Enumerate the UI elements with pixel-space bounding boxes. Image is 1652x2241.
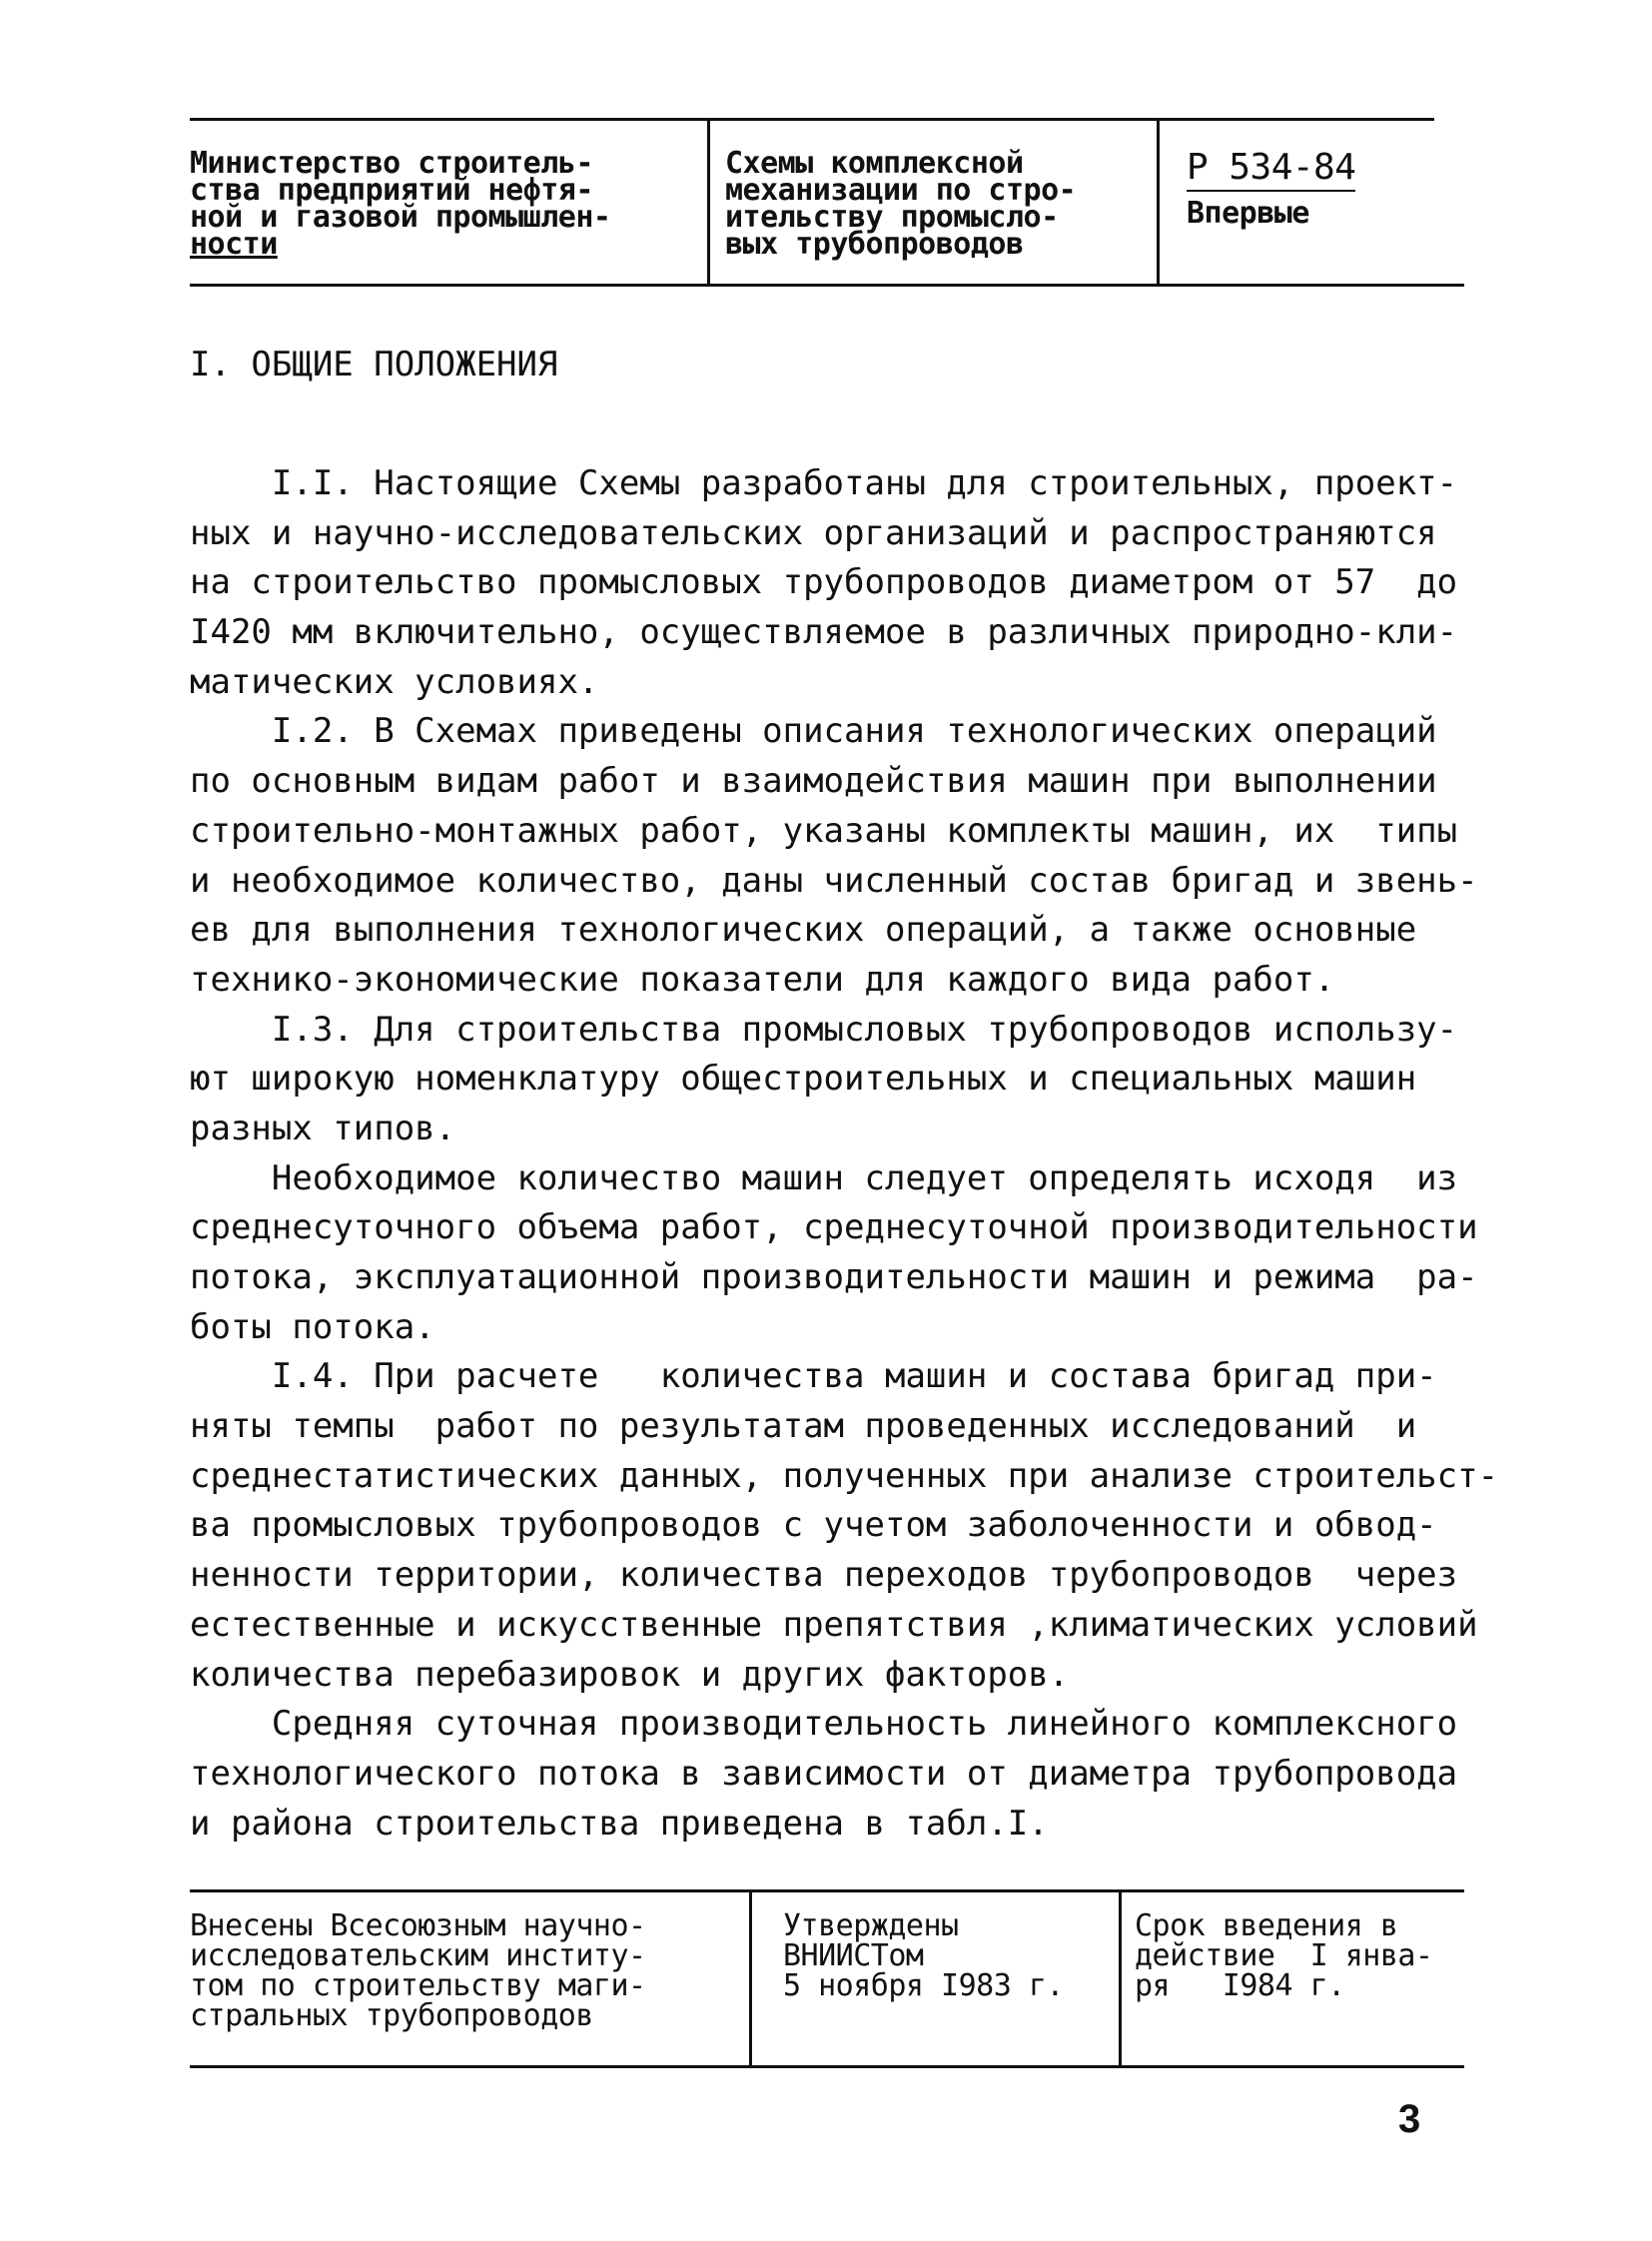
ministry-cell [190, 146, 699, 262]
body-line: по основным видам работ и взаимодействия машин при выполнении [190, 761, 1437, 802]
body-line: среднесуточного объема работ, среднесуточной производительности [190, 1207, 1478, 1248]
section-title: I. ОБЩИЕ ПОЛОЖЕНИЯ [190, 345, 558, 384]
body-line: I.2. В Схемах приведены описания технологических операций [190, 711, 1437, 752]
effective-line: Срок введения в [1135, 1908, 1398, 1943]
introduced-line: стральных трубопроводов [190, 1998, 593, 2033]
body-line: количества перебазировок и других факторов. [190, 1654, 1070, 1695]
ministry-line: ной и газовой промышлен- [190, 200, 611, 235]
header-top-rule [190, 118, 1434, 121]
effective-line: ря I984 г. [1135, 1968, 1345, 2003]
body-line: ев для выполнения технологических операций, а также основные [190, 910, 1417, 951]
footer-divider-1 [749, 1891, 752, 2065]
body-line: естественные и искусственные препятствия ,климатических условий [190, 1604, 1478, 1645]
body-line: Необходимое количество машин следует определять исходя из [190, 1157, 1458, 1198]
introduced-by-cell [190, 1908, 739, 2033]
document-code: Р 534-84 [1187, 148, 1355, 192]
body-line: на строительство промысловых трубопроводов диаметром от 57 до [190, 562, 1458, 603]
doc-title-line: Схемы комплексной [725, 146, 1024, 181]
body-line: ва промысловых трубопроводов с учетом заболоченности и обвод- [190, 1505, 1437, 1546]
body-line: I.4. При расчете количества машин и состава бригад при- [190, 1356, 1437, 1397]
body-line: ных и научно-исследовательских организаций и распространяются [190, 512, 1437, 553]
effective-line: действие I янва- [1135, 1938, 1433, 1973]
footer-bottom-rule [190, 2065, 1464, 2068]
page-number: 3 [1398, 2097, 1421, 2141]
body-line: I420 мм включительно, осуществляемое в различных природно-кли- [190, 612, 1458, 653]
introduced-line: исследовательским институ- [190, 1938, 646, 1973]
header-table [190, 118, 1464, 288]
ministry-line: ства предприятий нефтя- [190, 173, 593, 208]
body-text [190, 459, 1499, 1849]
doc-title-line: механизации по стро- [725, 173, 1077, 208]
approved-cell [783, 1908, 1113, 2003]
effective-date-cell [1135, 1908, 1464, 2003]
body-line: разных типов. [190, 1108, 456, 1148]
body-line: среднестатистических данных, полученных при анализе строительст- [190, 1455, 1499, 1496]
body-line: и района строительства приведена в табл.I. [190, 1803, 1049, 1844]
body-line: и необходимое количество, даны численный состав бригад и звень- [190, 860, 1478, 901]
approved-line: 5 ноября I983 г. [783, 1968, 1064, 2003]
document-status: Впервые [1187, 196, 1309, 231]
footer-top-rule [190, 1889, 1464, 1892]
header-divider-2 [1157, 120, 1160, 284]
doc-title-line: ительству промысло- [725, 200, 1059, 235]
header-divider-1 [707, 120, 710, 284]
body-line: строительно-монтажных работ, указаны комплекты машин, их типы [190, 810, 1458, 851]
header-bottom-rule [190, 284, 1464, 287]
approved-line: ВНИИСТом [783, 1938, 924, 1973]
body-line: потока, эксплуатационной производительности машин и режима ра- [190, 1257, 1478, 1297]
body-line: ненности территории, количества переходов трубопроводов через [190, 1555, 1458, 1596]
footer-table [190, 1889, 1464, 2069]
introduced-line: Внесены Всесоюзным научно- [190, 1908, 646, 1943]
approved-line: Утверждены [783, 1908, 959, 1943]
body-line: технико-экономические показатели для каждого вида работ. [190, 959, 1335, 1000]
body-line: боты потока. [190, 1306, 435, 1347]
body-line: I.I. Настоящие Схемы разработаны для строительных, проект- [190, 463, 1458, 503]
body-line: технологического потока в зависимости от диаметра трубопровода [190, 1753, 1458, 1794]
body-line: матических условиях. [190, 661, 599, 702]
introduced-line: том по строительству маги- [190, 1968, 646, 2003]
footer-divider-2 [1119, 1891, 1122, 2065]
code-cell [1187, 147, 1456, 231]
body-line: I.3. Для строительства промысловых трубопроводов использу- [190, 1009, 1458, 1050]
doc-title-line: вых трубопроводов [725, 227, 1024, 262]
ministry-line: ности [190, 227, 278, 262]
body-line: Средняя суточная производительность линейного комплексного [190, 1704, 1458, 1745]
body-line: няты темпы работ по результатам проведенных исследований и [190, 1406, 1417, 1447]
ministry-line: Министерство строитель- [190, 146, 593, 181]
doc-title-cell [725, 146, 1145, 262]
body-line: ют широкую номенклатуру общестроительных и специальных машин [190, 1059, 1417, 1100]
